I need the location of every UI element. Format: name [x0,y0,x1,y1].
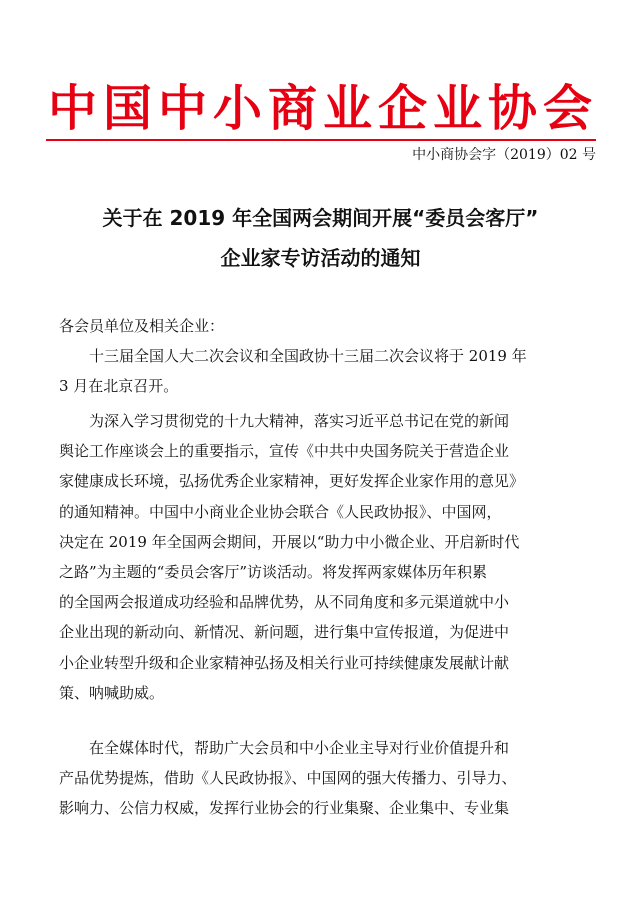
paragraph-line: 影响力、公信力权威，发挥行业协会的行业集聚、企业集中、专业集 [59,799,510,818]
document-title-line-1: 关于在 2019 年全国两会期间开展“委员会客厅” [102,206,539,230]
paragraph-line: 家健康成长环境，弘扬优秀企业家精神，更好发挥企业家作用的意见》 [59,472,525,491]
document-number: 中小商协会字（2019）02 号 [412,147,596,163]
paragraph-line: 策、呐喊助威。 [59,683,165,702]
paragraph-line: 决定在 2019 年全国两会期间，开展以“助力中小微企业、开启新时代 [59,532,520,551]
paragraph-line: 3 月在北京召开。 [59,377,179,396]
paragraph-line: 的全国两会报道成功经验和品牌优势，从不同角度和多元渠道就中小 [59,593,510,612]
paragraph-line: 在全媒体时代，帮助广大会员和中小企业主导对行业价值提升和 [59,739,510,757]
document-title-line-2: 企业家专访活动的通知 [220,246,421,270]
paragraph-line: 舆论工作座谈会上的重要指示，宣传《中共中央国务院关于营造企业 [59,442,510,461]
paragraph-line: 小企业转型升级和企业家精神弘扬及相关行业可持续健康发展献计献 [59,653,510,672]
body-paragraph-2 [59,406,589,708]
organization-letterhead: 中国中小商业企业协会 [48,79,599,137]
paragraph-line: 企业出现的新动向、新情况、新问题，进行集中宣传报道，为促进中 [59,623,510,642]
paragraph-line: 十三届全国人大二次会议和全国政协十三届二次会议将于 2019 年 [59,347,527,365]
letterhead-red-rule [46,139,596,141]
body-paragraph-3 [59,733,589,824]
paragraph-line: 为深入学习贯彻党的十九大精神，落实习近平总书记在党的新闻 [59,412,510,430]
paragraph-line: 的通知精神。中国中小商业企业协会联合《人民政协报》、中国网， [59,502,502,521]
salutation: 各会员单位及相关企业： [59,317,225,335]
paragraph-line: 产品优势提炼，借助《人民政协报》、中国网的强大传播力、引导力、 [59,769,517,788]
paragraph-line: 之路”为主题的“委员会客厅”访谈活动。将发挥两家媒体历年积累 [59,562,488,581]
body-paragraph-1 [59,341,589,401]
